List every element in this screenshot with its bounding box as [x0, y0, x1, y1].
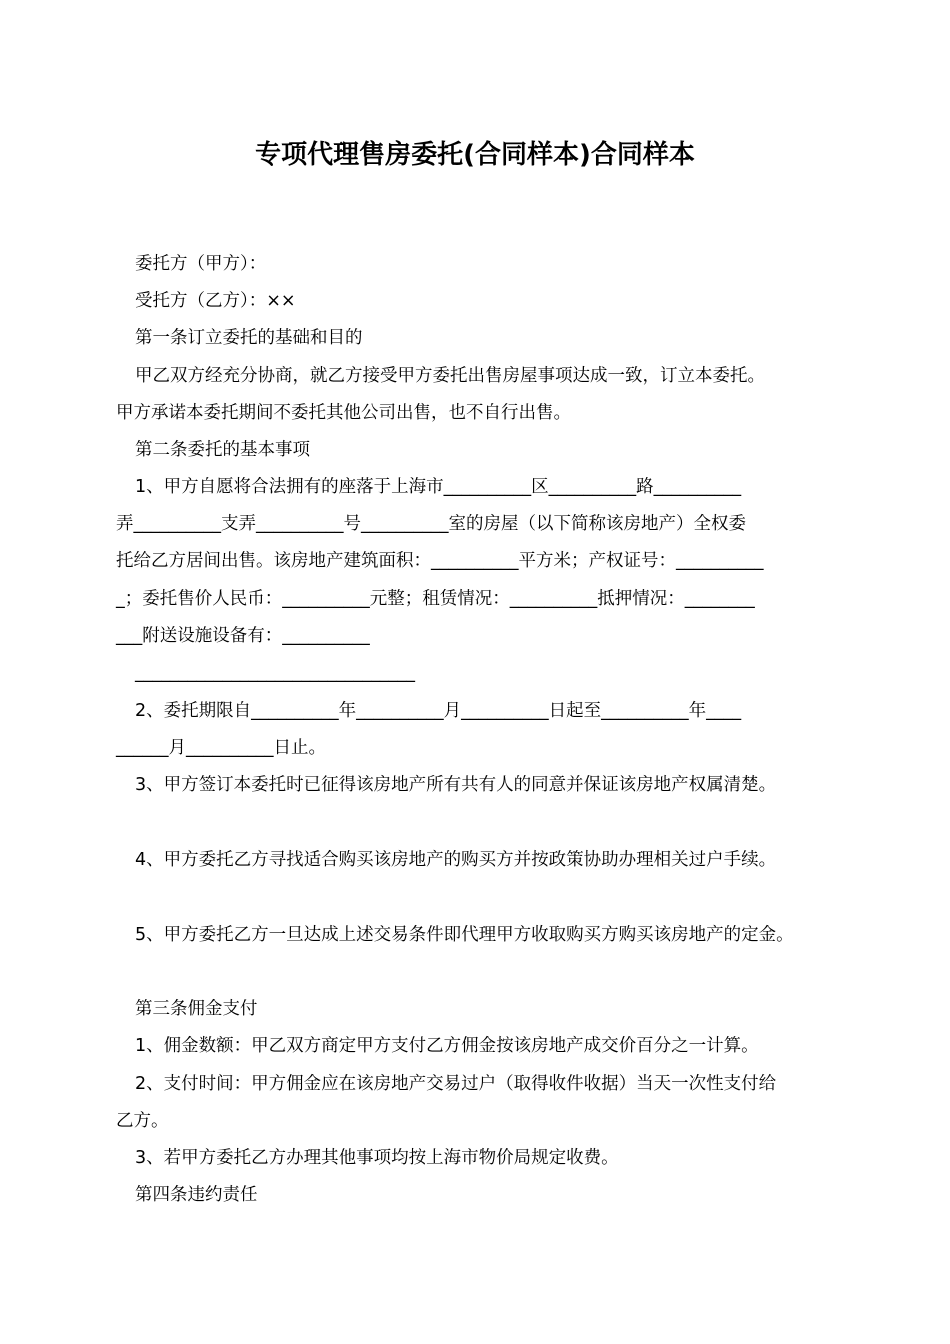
- party-b-line: 受托方（乙方）：××: [135, 291, 296, 311]
- clause-3-1: 1、佣金数额：甲乙双方商定甲方支付乙方佣金按该房地产成交价百分之一计算。: [135, 1036, 759, 1056]
- clause-2-1-line-3: 托给乙方居间出售。该房地产建筑面积：__________平方米；产权证号：__________: [116, 551, 764, 571]
- clause-3-2-line-2: 乙方。: [116, 1111, 169, 1131]
- article-1-paragraph-line-2: 甲方承诺本委托期间不委托其他公司出售，也不自行出售。: [116, 403, 571, 423]
- article-2-heading: 第二条委托的基本事项: [135, 440, 310, 460]
- clause-2-5: 5、甲方委托乙方一旦达成上述交易条件即代理甲方收取购买方购买该房地产的定金。: [135, 925, 794, 945]
- article-1-paragraph-line-1: 甲乙双方经充分协商，就乙方接受甲方委托出售房屋事项达成一致，订立本委托。: [135, 366, 765, 386]
- clause-2-2-line-2: ______月__________日止。: [116, 738, 326, 758]
- clause-2-3: 3、甲方签订本委托时已征得该房地产所有共有人的同意并保证该房地产权属清楚。: [135, 775, 777, 795]
- clause-3-2-line-1: 2、支付时间：甲方佣金应在该房地产交易过户（取得收件收据）当天一次性支付给: [135, 1074, 777, 1094]
- party-a-line: 委托方（甲方）：: [135, 254, 267, 274]
- clause-2-1-line-2: 弄__________支弄__________号__________室的房屋（以下简称该房地产）全权委: [116, 514, 746, 534]
- clause-2-2-line-1: 2、委托期限自__________年__________月__________日起至__________年____: [135, 701, 742, 721]
- clause-2-4: 4、甲方委托乙方寻找适合购买该房地产的购买方并按政策协助办理相关过户手续。: [135, 850, 777, 870]
- article-3-heading: 第三条佣金支付: [135, 999, 258, 1019]
- blank-fill-line: ________________________________: [135, 663, 415, 683]
- article-4-heading: 第四条违约责任: [135, 1185, 258, 1205]
- clause-2-1-line-5: ___附送设施设备有：__________: [116, 626, 370, 646]
- clause-3-3: 3、若甲方委托乙方办理其他事项均按上海市物价局规定收费。: [135, 1148, 619, 1168]
- clause-2-1-line-1: 1、甲方自愿将合法拥有的座落于上海市__________区__________路__________: [135, 477, 742, 497]
- clause-2-1-line-4: _；委托售价人民币：__________元整；租赁情况：__________抵押情况：________: [116, 589, 755, 609]
- document-title: 专项代理售房委托(合同样本)合同样本: [255, 140, 695, 170]
- article-1-heading: 第一条订立委托的基础和目的: [135, 328, 363, 348]
